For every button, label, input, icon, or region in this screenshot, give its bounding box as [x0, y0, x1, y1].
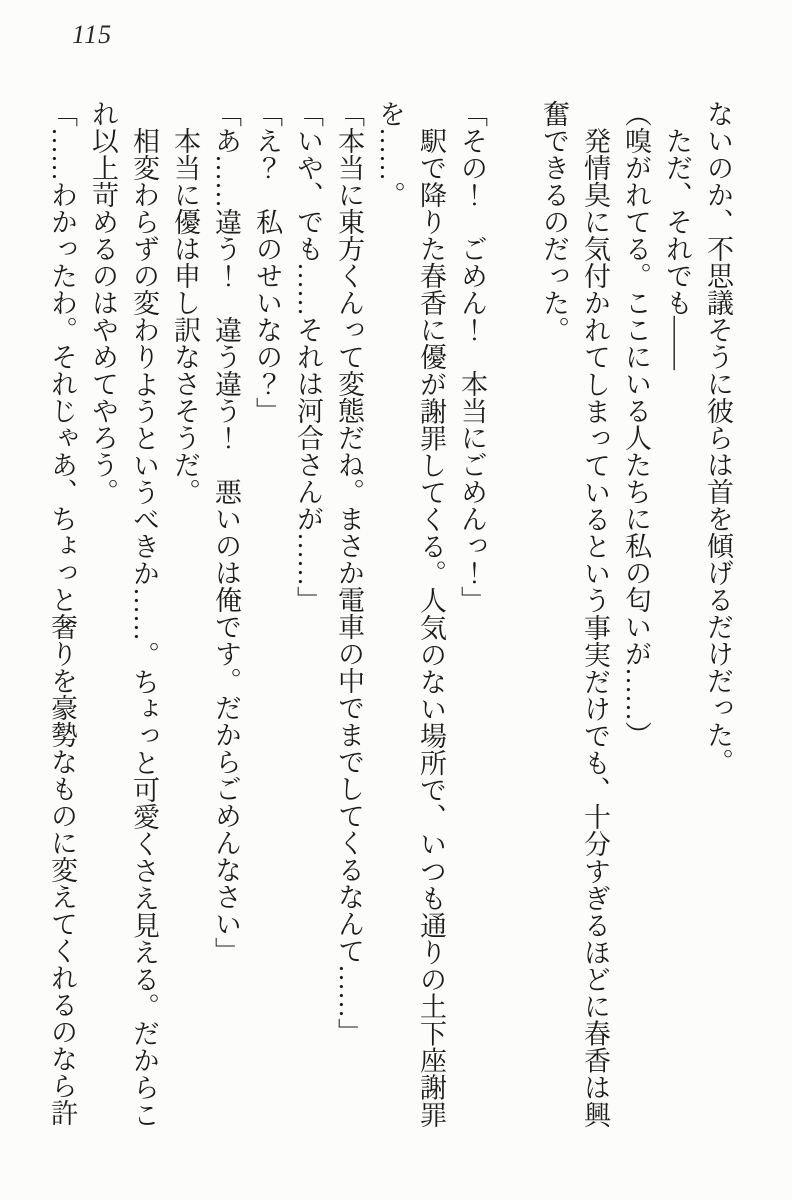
- paragraph: 「本当に東方くんって変態だね。まさか電車の中でまでしてくるなんて……」: [334, 100, 364, 1045]
- blank-line: [492, 100, 533, 1128]
- paragraph: 「いや、でも……それは河合さんが……」: [293, 100, 323, 613]
- paragraph: 「え？ 私のせいなの？」: [252, 100, 282, 424]
- paragraph: 「あ……違う！ 違う違う！ 悪いのは俺です。だからごめんなさい」: [211, 100, 241, 964]
- paragraph: 「……わかったわ。それじゃあ、ちょっと奢りを豪勢なものに変えてくれるのなら許: [47, 100, 77, 1126]
- paragraph: 駅で降りた春香に優が謝罪してくる。人気のない場所で、いつも通りの土下座謝罪を……。: [375, 100, 446, 1128]
- page-number: 115: [72, 20, 113, 49]
- paragraph: ないのか、不思議そうに彼らは首を傾げるだけだった。: [703, 100, 733, 775]
- paragraph: （嗅がれてる。ここにいる人たちに私の匂いが……）: [621, 100, 651, 748]
- paragraph: 相変わらずの変わりようというべきか……。ちょっと可愛くさえ見える。だからこれ以上苛めるのはやめてやろう。: [88, 100, 159, 1128]
- paragraph: ただ、それでも――: [662, 127, 692, 370]
- paragraph: 発情臭に気付かれてしまっているという事実だけでも、十分すぎるほどに春香は興奮できるのだった。: [539, 100, 610, 1128]
- paragraph: 本当に優は申し訳なさそうだ。: [170, 127, 200, 505]
- paragraph: 「その！ ごめん！ 本当にごめんっ！」: [457, 100, 487, 613]
- text-area: [40, 100, 738, 1128]
